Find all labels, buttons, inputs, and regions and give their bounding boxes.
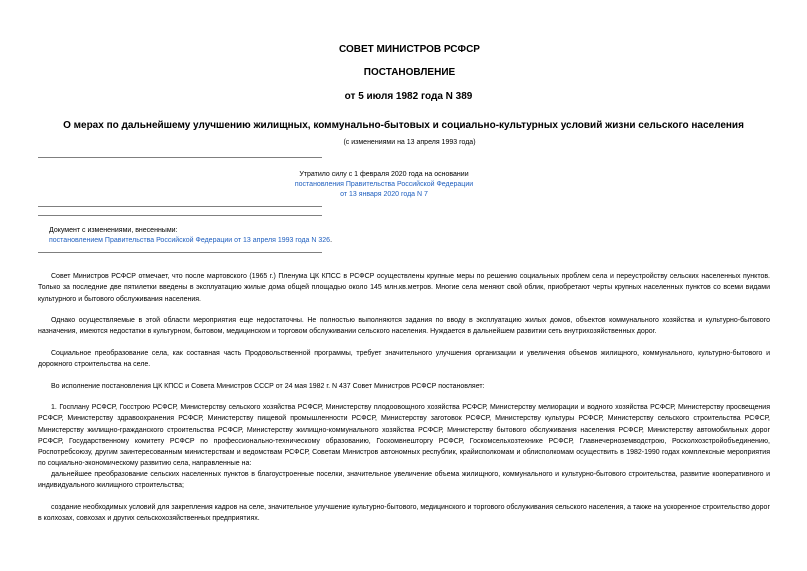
paragraph: 1. Госплану РСФСР, Госстрою РСФСР, Министерству сельского хозяйства РСФСР, Министерству плодоовощного хозяйства РСФСР, Министерству мелиорации и водного хозяйства РСФСР, Министерству просвещения РСФСР, Министерству здравоохранения РСФСР, Министерству пищевой промышленности РСФСР, Министерству заготовок РСФСР, Министерству культуры РСФСР, Министерству сельского строительства РСФСР, Министерству жилищно-гражданского строительства РСФСР, Министерству жилищно-коммунального хозяйства РСФСР, Министерству бытового обслуживания населения РСФСР, Министерству автомобильных дорог РСФСР, Государственному комитету РСФСР по профессионально-техническому образованию, Госкомвнешторгу РСФСР, Госкомсельхозтехнике РСФСР, Главнечерноземводстрою, Росколхозстройобъединению, Роспотребсоюзу, другим заинтересованным министерствам и ведомствам РСФСР, Советам Министров автономных республик, крайисполкомам и облисполкомам осуществить в 1982-1990 годах комплексные мероприятия по социально-экономическому развитию села, направленные на: xyxy=(38,404,770,468)
document-date-number: от 5 июля 1982 года N 389 xyxy=(344,91,473,102)
document-changes-label: Документ с изменениями, внесенными: xyxy=(49,227,178,234)
paragraph: Однако осуществляемые в этой области мероприятия еще недостаточны. Не полностью выполняются задания по вводу в эксплуатацию жилых домов, объектов коммунального хозяйства и культурно-бытового назначения, имеются недостатки в культурном, бытовом, медицинском и торговом обслуживании сельского населения. Нуждается в дальнейшем развитии сеть внутрихозяйственных дорог. xyxy=(38,317,770,336)
lost-force-link-line1[interactable]: постановления Правительства Российской Федерации xyxy=(294,181,474,188)
amendment-period: . xyxy=(330,237,333,244)
lost-force-link-line2[interactable]: от 13 января 2020 года N 7 xyxy=(340,191,428,198)
paragraph: Во исполнение постановления ЦК КПСС и Совета Министров СССР от 24 мая 1982 г. N 437 Совет Министров РСФСР постановляет: xyxy=(51,383,485,390)
paragraph: Совет Министров РСФСР отмечает, что после мартовского (1965 г.) Пленума ЦК КПСС в РСФСР осуществлены крупные меры по решению социальных проблем села и переустройству сельских населенных пунктов. Только за последние две пятилетки введены в эксплуатацию жилые дома общей площадью около 145 млн.кв.метров. Многие села меняют свой облик, приобретают черты крупных населенных пунктов со всеми видами культурного и бытового обслуживания населения. xyxy=(38,273,770,303)
document-type: ПОСТАНОВЛЕНИЕ xyxy=(363,67,456,78)
lost-force-notice xyxy=(280,170,488,200)
document-changes-note xyxy=(49,226,332,246)
lost-force-text: Утратило силу с 1 февраля 2020 года на основании xyxy=(299,171,469,178)
document-title: О мерах по дальнейшему улучшению жилищных, коммунально-бытовых и социально-культурных условий жизни сельского населения xyxy=(63,120,744,131)
paragraph: создание необходимых условий для закрепления кадров на селе, значительное улучшение культурно-бытового, медицинского и торгового обслуживания сельского населения, а также на ускоренное строительство дорог в колхозах, совхозах и других сельскохозяйственных предприятиях. xyxy=(38,504,770,523)
divider-line xyxy=(38,252,322,253)
paragraph: дальнейшее преобразование сельских населенных пунктов в благоустроенные поселки, значительное увеличение объема жилищного, коммунального и культурно-бытового строительства, развитие кооперативного и индивидуального жилищного строительства; xyxy=(38,471,770,490)
divider-line xyxy=(38,215,322,216)
paragraph: Социальное преобразование села, как составная часть Продовольственной программы, требует значительного улучшения организации и увеличения объемов жилищного, коммунального, культурно-бытового и дорожного строительства на селе. xyxy=(38,350,770,369)
divider-line xyxy=(38,206,322,207)
issuing-authority: СОВЕТ МИНИСТРОВ РСФСР xyxy=(339,44,480,55)
divider-line xyxy=(38,157,322,158)
changes-note: (с изменениями на 13 апреля 1993 года) xyxy=(343,139,476,146)
amendment-link[interactable]: постановлением Правительства Российской Федерации от 13 апреля 1993 года N 326 xyxy=(49,237,331,244)
